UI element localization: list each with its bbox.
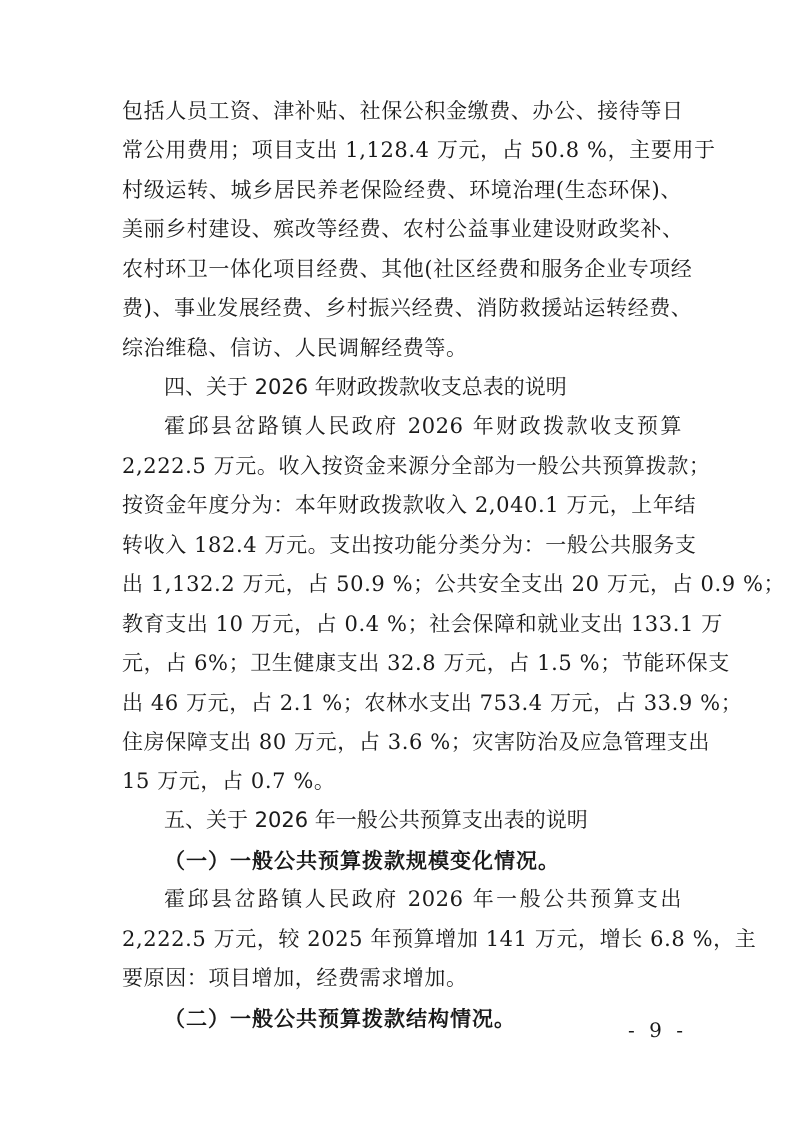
paragraph-line: 常公用费用；项目支出 1,128.4 万元，占 50.8 %，主要用于 bbox=[122, 138, 716, 162]
paragraph-line: 出 1,132.2 万元，占 50.9 %；公共安全支出 20 万元，占 0.9 %； bbox=[122, 572, 786, 596]
paragraph-line: 包括人员工资、津补贴、社保公积金缴费、办公、接待等日 bbox=[122, 99, 684, 123]
paragraph-line: 霍邱县岔路镇人民政府 2026 年一般公共预算支出 bbox=[164, 887, 682, 911]
subsection-heading-2: （二）一般公共预算拨款结构情况。 bbox=[164, 1006, 516, 1031]
section-heading-5: 五、关于 2026 年一般公共预算支出表的说明 bbox=[164, 808, 588, 832]
paragraph-line: 农村环卫一体化项目经费、其他(社区经费和服务企业专项经 bbox=[122, 257, 693, 281]
paragraph-line: 村级运转、城乡居民养老保险经费、环境治理(生态环保)、 bbox=[122, 178, 682, 202]
paragraph-line: 出 46 万元，占 2.1 %；农林水支出 753.4 万元，占 33.9 %； bbox=[122, 691, 743, 715]
paragraph-line: 费)、事业发展经费、乡村振兴经费、消防救援站运转经费、 bbox=[122, 296, 693, 320]
paragraph-line: 转收入 182.4 万元。支出按功能分类分为：一般公共服务支 bbox=[122, 533, 697, 557]
paragraph-line: 教育支出 10 万元，占 0.4 %；社会保障和就业支出 133.1 万 bbox=[122, 612, 723, 636]
paragraph-line: 15 万元，占 0.7 %。 bbox=[122, 769, 336, 793]
page-number: - 9 - bbox=[628, 1018, 687, 1042]
paragraph-line: 住房保障支出 80 万元，占 3.6 %；灾害防治及应急管理支出 bbox=[122, 730, 710, 754]
subsection-heading-1: （一）一般公共预算拨款规模变化情况。 bbox=[164, 848, 560, 873]
paragraph-line: 2,222.5 万元，较 2025 年预算增加 141 万元，增长 6.8 %，主 bbox=[122, 927, 757, 951]
paragraph-line: 按资金年度分为：本年财政拨款收入 2,040.1 万元，上年结 bbox=[122, 493, 697, 517]
section-heading-4: 四、关于 2026 年财政拨款收支总表的说明 bbox=[164, 375, 567, 399]
paragraph-line: 综治维稳、信访、人民调解经费等。 bbox=[122, 336, 468, 360]
paragraph-line: 美丽乡村建设、殡改等经费、农村公益事业建设财政奖补、 bbox=[122, 217, 684, 241]
paragraph-line: 元，占 6%；卫生健康支出 32.8 万元，占 1.5 %；节能环保支 bbox=[122, 651, 730, 675]
paragraph-line: 霍邱县岔路镇人民政府 2026 年财政拨款收支预算 bbox=[164, 414, 682, 438]
paragraph-line: 2,222.5 万元。收入按资金来源分全部为一般公共预算拨款； bbox=[122, 454, 711, 478]
paragraph-line: 要原因：项目增加，经费需求增加。 bbox=[122, 966, 468, 990]
